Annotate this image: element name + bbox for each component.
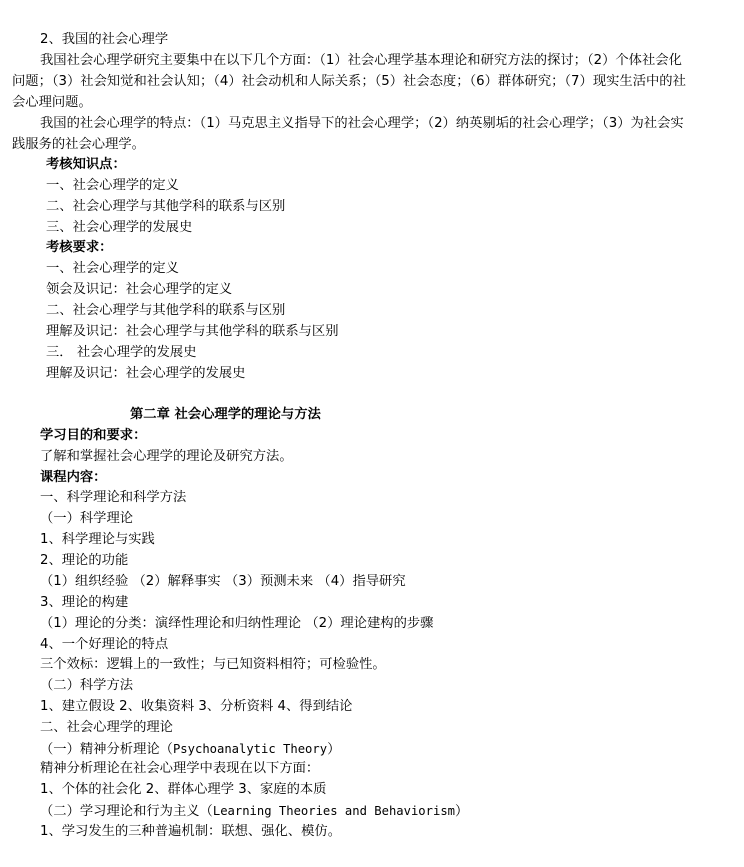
list-item: 理解及识记：社会心理学与其他学科的联系与区别	[46, 324, 339, 339]
paragraph-line: 我国的社会心理学的特点：（1）马克思主义指导下的社会心理学；（2）纳英剔垢的社会心理学；（3）为社会实	[40, 116, 684, 131]
paragraph-line: 我国社会心理学研究主要集中在以下几个方面：（1）社会心理学基本理论和研究方法的探讨；（2）个体社会化	[40, 53, 682, 68]
content-title: 课程内容：	[40, 470, 107, 485]
list-item: 三、社会心理学的发展史	[46, 220, 193, 235]
list-item: 领会及识记：社会心理学的定义	[46, 282, 233, 297]
psy-cn: （一）精神分析理论（	[40, 742, 173, 757]
list-item: 一、社会心理学的定义	[46, 261, 179, 276]
psy-end: ）	[327, 742, 341, 757]
content-line: 1、建立假设 2、收集资料 3、分析资料 4、得到结论	[40, 699, 353, 714]
list-item: 一、社会心理学的定义	[46, 178, 179, 193]
content-line: 1、科学理论与实践	[40, 532, 155, 547]
kaohe-req-title: 考核要求：	[46, 240, 113, 255]
chapter-title: 第二章 社会心理学的理论与方法	[130, 407, 321, 422]
content-line: （1）理论的分类：演绎性理论和归纳性理论 （2）理论建构的步骤	[40, 616, 434, 631]
content-line: 二、社会心理学的理论	[40, 720, 173, 735]
goal-title: 学习目的和要求：	[40, 428, 147, 443]
content-line: 1、个体的社会化 2、群体心理学 3、家庭的本质	[40, 782, 327, 797]
list-item: 三． 社会心理学的发展史	[46, 345, 197, 360]
paragraph-line: 会心理问题。	[12, 95, 92, 110]
learn-end: ）	[455, 804, 469, 819]
goal-text: 了解和掌握社会心理学的理论及研究方法。	[40, 449, 293, 464]
content-line: 1、学习发生的三种普遍机制：联想、强化、模仿。	[40, 824, 341, 839]
kaohe-points-title: 考核知识点：	[46, 157, 126, 172]
paragraph-line: 践服务的社会心理学。	[12, 137, 145, 152]
learn-en: Learning Theories and Behaviorism	[212, 804, 455, 818]
content-line: 2、理论的功能	[40, 553, 129, 568]
content-line: 4、一个好理论的特点	[40, 637, 169, 652]
content-line: （一）科学理论	[40, 511, 134, 526]
content-line: 一、科学理论和科学方法	[40, 490, 187, 505]
list-item: 二、社会心理学与其他学科的联系与区别	[46, 199, 286, 214]
content-line: （1）组织经验 （2）解释事实 （3）预测未来 （4）指导研究	[40, 574, 406, 589]
content-line: 三个效标：逻辑上的一致性；与已知资料相符；可检验性。	[40, 657, 386, 672]
learning-heading	[40, 801, 468, 822]
list-item: 二、社会心理学与其他学科的联系与区别	[46, 303, 286, 318]
list-item: 理解及识记：社会心理学的发展史	[46, 366, 246, 381]
content-line: 3、理论的构建	[40, 595, 129, 610]
psy-en: Psychoanalytic Theory	[172, 742, 328, 756]
psychoanalytic-heading	[40, 739, 340, 760]
content-line: 精神分析理论在社会心理学中表现在以下方面：	[40, 761, 320, 776]
learn-cn: （二）学习理论和行为主义（	[40, 804, 213, 819]
content-line: （二）科学方法	[40, 678, 134, 693]
section-heading: 2、我国的社会心理学	[40, 32, 169, 47]
paragraph-line: 问题；（3）社会知觉和社会认知；（4）社会动机和人际关系；（5）社会态度；（6）群体研究；（7）现实生活中的社	[12, 74, 686, 89]
